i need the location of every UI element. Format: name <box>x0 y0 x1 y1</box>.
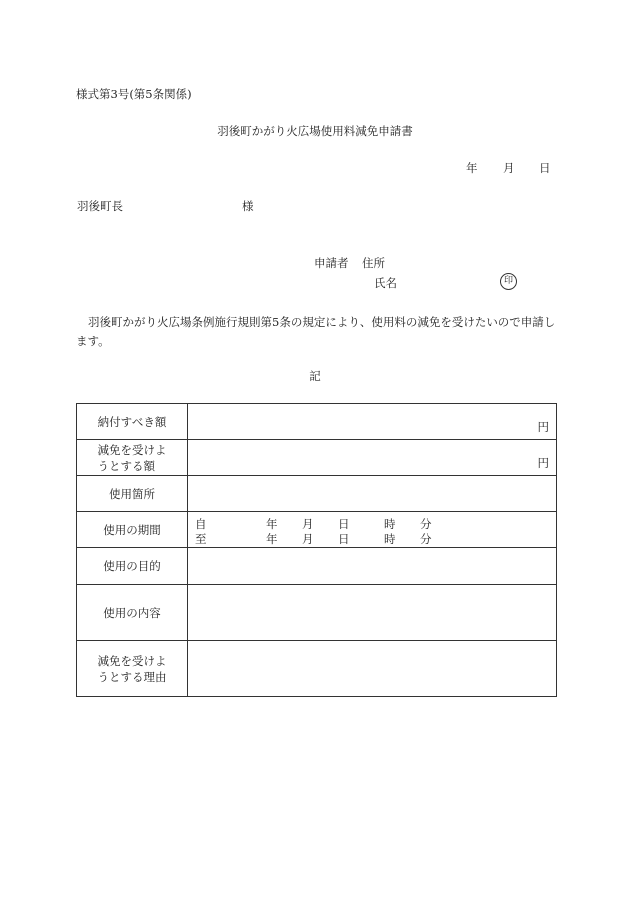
table-row-exemption-amount <box>77 440 557 476</box>
seal-icon: 印 <box>500 273 517 290</box>
period-from-prefix: 自 <box>195 517 207 531</box>
period-to-line <box>188 531 556 545</box>
exemption-amount-label-line1: 減免を受けよ <box>97 442 167 457</box>
name-label: 氏名 <box>374 276 397 290</box>
reason-field[interactable] <box>188 641 557 697</box>
exemption-amount-label-line2: うとする額 <box>97 458 155 473</box>
table-row-content <box>77 585 557 641</box>
reason-label <box>77 641 188 697</box>
table-row-period <box>77 512 557 548</box>
form-number: 様式第3号(第5条関係) <box>76 87 192 101</box>
content-field[interactable] <box>188 585 557 641</box>
period-to-day: 日 <box>338 532 350 546</box>
period-to-month: 月 <box>302 532 314 546</box>
yen-unit: 円 <box>537 456 549 470</box>
exemption-amount-field[interactable] <box>188 440 557 476</box>
period-from-day: 日 <box>338 517 350 531</box>
table-row-amount-due <box>77 404 557 440</box>
honorific: 様 <box>242 199 254 213</box>
reason-label-line1: 減免を受けよ <box>97 653 167 668</box>
period-label: 使用の期間 <box>77 512 188 548</box>
document-title: 羽後町かがり火広場使用料減免申請書 <box>217 124 413 138</box>
period-to-minute: 分 <box>420 532 432 546</box>
body-text: 羽後町かがり火広場条例施行規則第5条の規定により、使用料の減免を受けたいので申請します。 <box>76 315 556 348</box>
content-label: 使用の内容 <box>77 585 188 641</box>
period-from-hour: 時 <box>384 517 396 531</box>
addressee: 羽後町長 <box>77 199 123 213</box>
details-table <box>76 403 557 697</box>
date-year-label: 年 <box>466 161 478 175</box>
period-from-year: 年 <box>266 517 278 531</box>
applicant-label: 申請者 <box>314 256 349 270</box>
amount-due-field[interactable] <box>188 404 557 440</box>
period-to-hour: 時 <box>384 532 396 546</box>
period-from-minute: 分 <box>420 517 432 531</box>
location-label: 使用箇所 <box>77 476 188 512</box>
ki-heading: 記 <box>309 369 321 383</box>
table-row-location <box>77 476 557 512</box>
table-row-purpose <box>77 548 557 585</box>
period-to-year: 年 <box>266 532 278 546</box>
date-month-label: 月 <box>503 161 515 175</box>
purpose-field[interactable] <box>188 548 557 585</box>
period-from-month: 月 <box>302 517 314 531</box>
purpose-label: 使用の目的 <box>77 548 188 585</box>
exemption-amount-label <box>77 440 188 476</box>
amount-due-label: 納付すべき額 <box>77 404 188 440</box>
address-label: 住所 <box>362 256 385 270</box>
location-field[interactable] <box>188 476 557 512</box>
table-row-reason <box>77 641 557 697</box>
period-field[interactable] <box>188 512 557 548</box>
date-day-label: 日 <box>539 161 551 175</box>
yen-unit: 円 <box>537 420 549 434</box>
period-to-prefix: 至 <box>195 532 207 546</box>
period-from-line <box>188 516 556 530</box>
reason-label-line2: うとする理由 <box>97 669 167 684</box>
